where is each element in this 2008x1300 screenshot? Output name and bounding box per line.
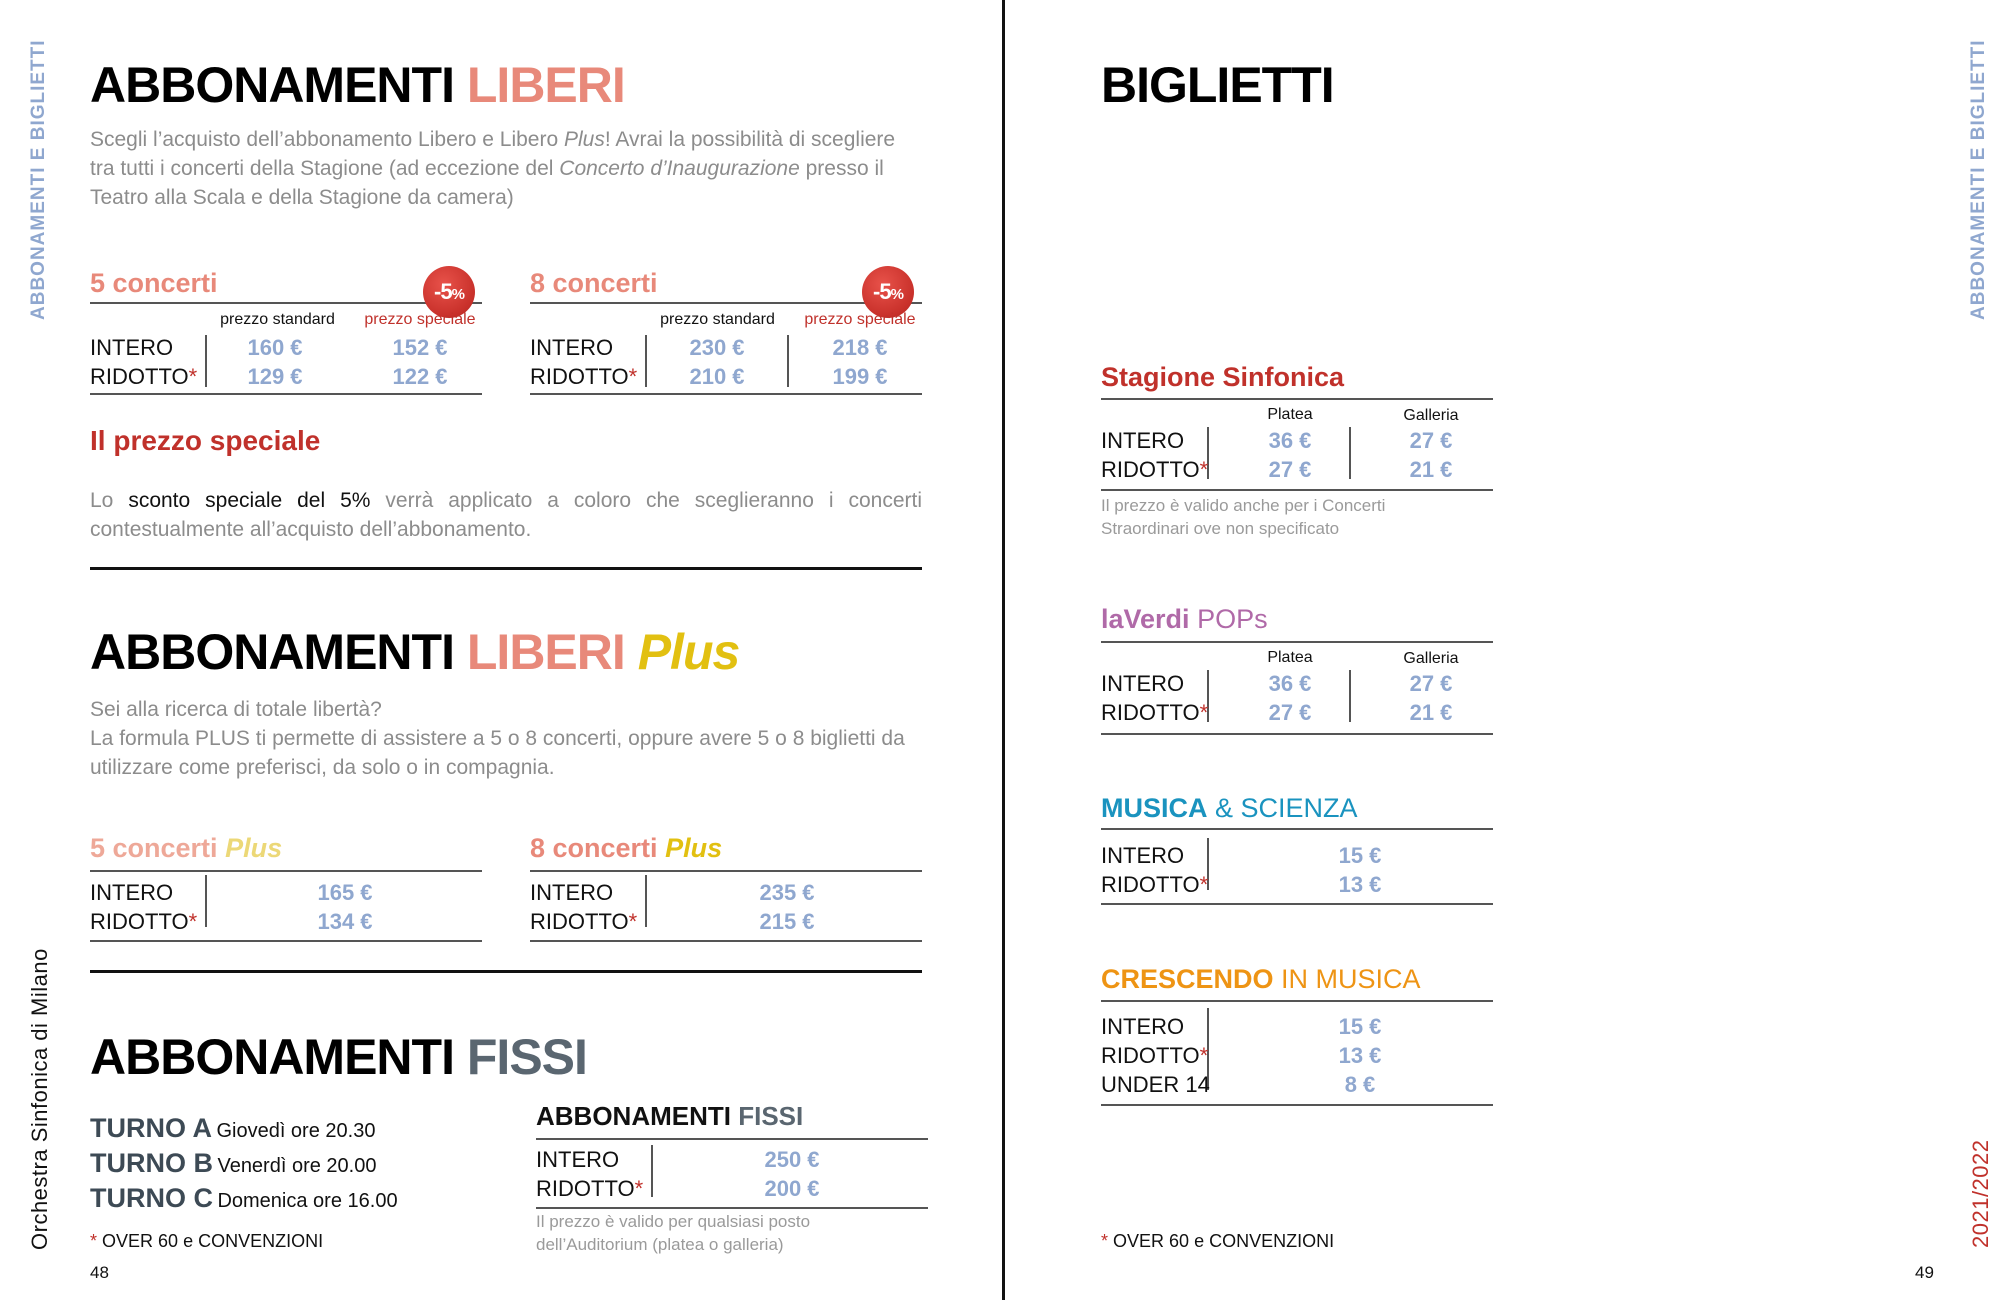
price: 210 € (689, 364, 745, 389)
row-intero (1101, 1016, 1184, 1038)
highlight-text: sconto speciale del 5% (128, 489, 371, 512)
section-divider (90, 970, 922, 973)
col-prezzo-speciale: prezzo speciale (364, 311, 476, 328)
season-spine-label: 2021/2022 (1968, 1139, 1993, 1248)
row-label: RIDOTTO (1101, 872, 1200, 897)
asterisk: * (1199, 457, 1209, 482)
badge-percent: % (451, 286, 464, 303)
footnote-right (1101, 1231, 1334, 1252)
liberi-title-black: ABBONAMENTI (90, 57, 454, 113)
liberi-title-colored: LIBERI (466, 57, 625, 113)
price: 15 € (1338, 1014, 1382, 1039)
row-intero (1101, 430, 1184, 452)
asterisk: * (628, 364, 638, 389)
rule (536, 1138, 928, 1140)
text: Lo (90, 489, 129, 512)
title-light: & SCIENZA (1207, 793, 1358, 823)
pops-title (1101, 606, 1268, 633)
footnote-text: OVER 60 e CONVENZIONI (1113, 1231, 1335, 1251)
rule (90, 940, 482, 942)
title-black: ABBONAMENTI (90, 1029, 454, 1085)
title-bold: CRESCENDO (1101, 964, 1274, 994)
title-colored: FISSI (738, 1101, 804, 1131)
row-ridotto (1101, 702, 1208, 724)
row-intero (90, 337, 173, 359)
column-divider (651, 1145, 653, 1197)
title: 8 concerti (530, 833, 658, 863)
price: 27 € (1409, 671, 1453, 696)
turno-c (90, 1185, 398, 1212)
rule (1101, 828, 1493, 830)
title-light: POPs (1189, 604, 1268, 634)
asterisk: * (1199, 872, 1209, 897)
price: 36 € (1268, 671, 1312, 696)
price: 165 € (317, 880, 373, 905)
table-5-concerti-title: 5 concerti (90, 268, 218, 298)
row-label: INTERO (530, 335, 614, 360)
column-divider (1349, 427, 1351, 479)
liberi-plus-title (90, 624, 740, 680)
turno-time: Venerdì ore 20.00 (217, 1155, 377, 1177)
title-colored: LIBERI (466, 624, 625, 680)
row-under-14 (1101, 1074, 1210, 1096)
price: 27 € (1268, 700, 1312, 725)
price: 8 € (1344, 1072, 1376, 1097)
badge-value: -5 (434, 279, 452, 304)
price: 27 € (1409, 428, 1453, 453)
title-light: IN MUSICA (1273, 964, 1421, 994)
row-intero (1101, 673, 1184, 695)
fissi-table-title (536, 1103, 803, 1129)
table-8-concerti-title: 8 concerti (530, 268, 658, 298)
row-label: RIDOTTO (90, 364, 189, 389)
footnote-text: OVER 60 e CONVENZIONI (102, 1231, 324, 1251)
title-plus: Plus (637, 624, 740, 680)
price: 13 € (1338, 872, 1382, 897)
price: 160 € (247, 335, 303, 360)
row-intero (1101, 845, 1184, 867)
row-label: INTERO (536, 1147, 620, 1172)
liberi-plus-intro (90, 695, 925, 782)
price: 200 € (764, 1176, 820, 1201)
row-intero (536, 1149, 619, 1171)
turno-name: TURNO C (90, 1183, 213, 1213)
row-intero (90, 882, 173, 904)
title-black: ABBONAMENTI (536, 1101, 731, 1131)
title-colored: FISSI (466, 1029, 587, 1085)
page-gutter-divider (1002, 0, 1005, 1300)
row-label: RIDOTTO (530, 364, 629, 389)
rule (530, 940, 922, 942)
title-black: ABBONAMENTI (90, 624, 454, 680)
row-label: INTERO (90, 335, 174, 360)
page-number-left: 48 (90, 1263, 109, 1282)
row-label: RIDOTTO (1101, 1043, 1200, 1068)
price: 21 € (1409, 700, 1453, 725)
price: 27 € (1268, 457, 1312, 482)
text: verrà applicato a coloro che sceglieranno i concerti contestualmente all’acquisto dell’abbonamento. (90, 489, 922, 541)
price: 235 € (759, 880, 815, 905)
asterisk: * (634, 1176, 644, 1201)
turno-time: Giovedì ore 20.30 (216, 1120, 376, 1142)
price: 134 € (317, 909, 373, 934)
column-divider (645, 875, 647, 927)
row-label: RIDOTTO (536, 1176, 635, 1201)
scienza-title (1101, 795, 1358, 822)
row-ridotto (1101, 459, 1208, 481)
rule (1101, 489, 1493, 491)
title-bold: MUSICA (1101, 793, 1208, 823)
column-divider (205, 875, 207, 927)
row-ridotto (536, 1178, 643, 1200)
section-divider (90, 567, 922, 570)
special-price-heading: Il prezzo speciale (90, 425, 321, 456)
row-label: UNDER 14 (1101, 1072, 1210, 1097)
turno-name: TURNO B (90, 1148, 213, 1178)
intro-text: ! Avrai la possibilità di scegliere tra tutti i concerti della Stagione (ad eccezione del (90, 128, 896, 180)
badge-percent: % (890, 286, 903, 303)
row-ridotto (1101, 874, 1208, 896)
price: 15 € (1338, 843, 1382, 868)
turno-a (90, 1115, 375, 1142)
special-price-text (90, 486, 922, 544)
rule (1101, 733, 1493, 735)
biglietti-title: BIGLIETTI (1101, 57, 1334, 113)
col-platea: Platea (1267, 649, 1313, 666)
column-divider (205, 335, 207, 387)
turno-name: TURNO A (90, 1113, 212, 1143)
badge-value: -5 (873, 279, 891, 304)
rule (1101, 1104, 1493, 1106)
rule (536, 1207, 928, 1209)
rule (90, 302, 482, 304)
rule (530, 393, 922, 395)
row-intero (530, 337, 613, 359)
title-plus: Plus (225, 833, 283, 863)
crescendo-title (1101, 966, 1421, 993)
row-ridotto (90, 366, 197, 388)
rule (1101, 641, 1493, 643)
col-prezzo-speciale: prezzo speciale (804, 311, 916, 328)
col-galleria: Galleria (1403, 650, 1459, 667)
row-label: INTERO (1101, 843, 1185, 868)
price: 152 € (392, 335, 448, 360)
price: 122 € (392, 364, 448, 389)
price: 21 € (1409, 457, 1453, 482)
row-label: INTERO (1101, 428, 1185, 453)
rule (90, 393, 482, 395)
rule (530, 870, 922, 872)
asterisk: * (628, 909, 638, 934)
asterisk: * (1199, 1043, 1209, 1068)
intro-plus: Plus (563, 128, 605, 151)
row-ridotto (1101, 1045, 1208, 1067)
intro-text: Scegli l’acquisto dell’abbonamento Libero e Libero (90, 128, 564, 151)
asterisk: * (1101, 1231, 1109, 1251)
liberi-title (90, 57, 625, 113)
rule (1101, 398, 1493, 400)
column-divider (645, 335, 647, 387)
row-label: RIDOTTO (1101, 457, 1200, 482)
turno-b (90, 1150, 376, 1177)
price: 129 € (247, 364, 303, 389)
asterisk: * (90, 1231, 98, 1251)
sinfonica-title: Stagione Sinfonica (1101, 362, 1345, 392)
title: 5 concerti (90, 833, 218, 863)
intro-line: Sei alla ricerca di totale libertà? (90, 698, 382, 721)
row-label: INTERO (1101, 1014, 1185, 1039)
price: 36 € (1268, 428, 1312, 453)
row-ridotto (530, 366, 637, 388)
row-ridotto (530, 911, 637, 933)
price: 230 € (689, 335, 745, 360)
footnote-left (90, 1231, 323, 1252)
price: 199 € (832, 364, 888, 389)
table-8-plus-title (530, 835, 722, 862)
row-intero (530, 882, 613, 904)
sinfonica-note: Il prezzo è valido anche per i Concerti Straordinari ove non specificato (1101, 496, 1386, 538)
col-galleria: Galleria (1403, 407, 1459, 424)
column-divider (1349, 670, 1351, 722)
row-ridotto (90, 911, 197, 933)
price: 218 € (832, 335, 888, 360)
publisher-spine-label: Orchestra Sinfonica di Milano (27, 948, 52, 1250)
intro-text: presso il Teatro alla Scala e della Stagione da camera) (90, 157, 884, 209)
title-bold: laVerdi (1101, 604, 1190, 634)
column-divider (787, 335, 789, 387)
table-5-plus-title (90, 835, 282, 862)
price: 215 € (759, 909, 815, 934)
section-spine-label-right: ABBONAMENTI E BIGLIETTI (1968, 39, 1989, 320)
asterisk: * (1199, 700, 1209, 725)
row-label: INTERO (1101, 671, 1185, 696)
title-plus: Plus (665, 833, 723, 863)
section-spine-label-left: ABBONAMENTI E BIGLIETTI (28, 39, 49, 320)
row-label: RIDOTTO (530, 909, 629, 934)
liberi-intro (90, 125, 925, 212)
row-label: INTERO (90, 880, 174, 905)
fissi-title (90, 1029, 587, 1085)
intro-line: La formula PLUS ti permette di assistere a 5 o 8 concerti, oppure avere 5 o 8 biglietti da utilizzare come preferisci, da solo o in compagnia. (90, 727, 905, 779)
fissi-note: Il prezzo è valido per qualsiasi posto dell’Auditorium (platea o galleria) (536, 1212, 811, 1254)
asterisk: * (188, 364, 198, 389)
page-number-right: 49 (1915, 1263, 1934, 1282)
rule (1101, 903, 1493, 905)
asterisk: * (188, 909, 198, 934)
col-prezzo-standard: prezzo standard (220, 311, 335, 328)
intro-italic: Concerto d’Inaugurazione (559, 157, 800, 180)
col-platea: Platea (1267, 406, 1313, 423)
rule (90, 870, 482, 872)
row-label: INTERO (530, 880, 614, 905)
price: 250 € (764, 1147, 820, 1172)
rule (1101, 1000, 1493, 1002)
row-label: RIDOTTO (90, 909, 189, 934)
turno-time: Domenica ore 16.00 (217, 1190, 398, 1212)
row-label: RIDOTTO (1101, 700, 1200, 725)
col-prezzo-standard: prezzo standard (660, 311, 775, 328)
price: 13 € (1338, 1043, 1382, 1068)
